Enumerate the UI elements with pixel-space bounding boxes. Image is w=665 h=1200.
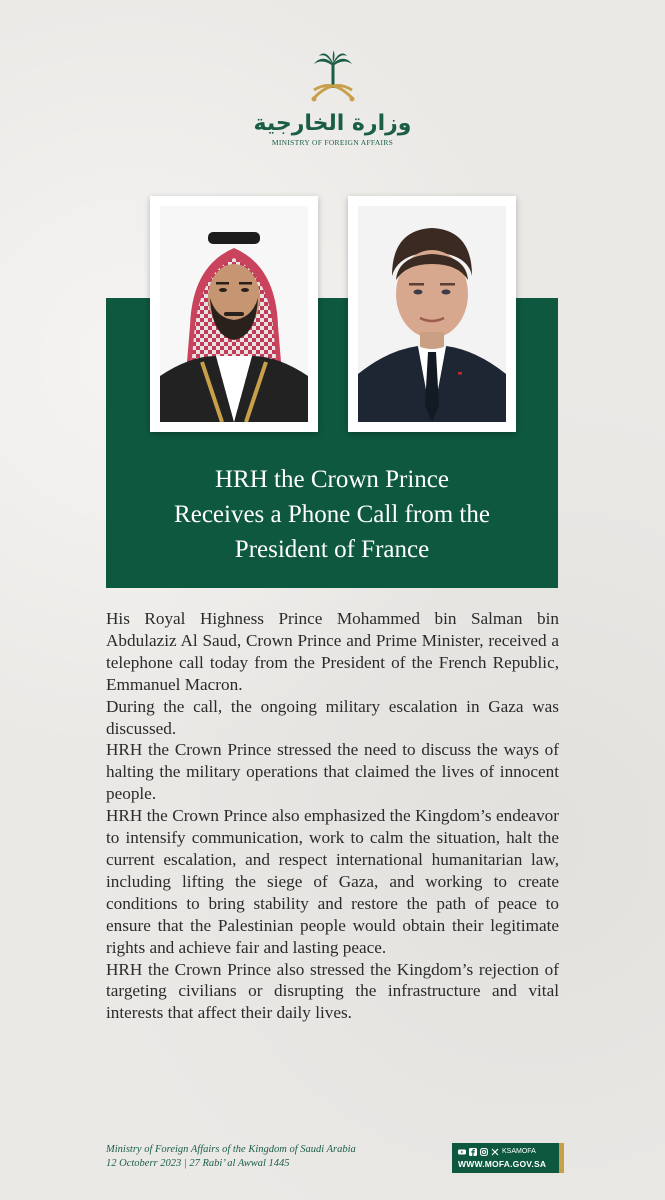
- instagram-icon[interactable]: [480, 1148, 488, 1156]
- social-row: [458, 1146, 553, 1157]
- x-icon[interactable]: [491, 1148, 499, 1156]
- headline-line-1: HRH the Crown Prince: [215, 466, 449, 493]
- portrait-frame-right: [348, 196, 516, 432]
- social-handle[interactable]: KSAMOFA: [502, 1148, 536, 1155]
- gold-accent-bar: [559, 1143, 564, 1173]
- headline-line-3: President of France: [234, 536, 430, 563]
- headline: [106, 462, 558, 567]
- paragraph: HRH the Crown Prince also stressed the Kingdom’s rejection of targeting civilians or disrupting the infrastructure and vital interests that affect their daily lives.: [106, 959, 559, 1023]
- footer-credit: [106, 1143, 356, 1171]
- portrait-frame-left: [150, 196, 318, 432]
- headline-line-2: Receives a Phone Call from the: [174, 501, 490, 528]
- emblem-icon: [308, 50, 358, 108]
- footer-date: 12 Octoberr 2023 | 27 Rabi’ al Awwal 1445: [106, 1158, 290, 1169]
- paragraph: During the call, the ongoing military escalation in Gaza was discussed.: [106, 696, 559, 738]
- youtube-icon[interactable]: [458, 1148, 466, 1156]
- ministry-logo: [0, 50, 665, 147]
- portrait-crown-prince: [160, 206, 308, 422]
- paragraph: HRH the Crown Prince also emphasized the Kingdom’s endeavor to intensify communication, work to calm the situation, halt the current escalation, and respect international humanitarian law, including lifting the siege of Gaza, and working to create conditions to bring stability and restore the path of peace to ensure that the Palestinian people would obtain their legitimate rights and achieve fair and lasting peace.: [106, 806, 559, 957]
- portrait-president-france: [358, 206, 506, 422]
- article-body: [106, 608, 559, 1024]
- logo-arabic-name: وزارة الخارجية: [253, 111, 412, 136]
- paragraph: HRH the Crown Prince stressed the need to discuss the ways of halting the military operations that claimed the lives of innocent people.: [106, 740, 559, 804]
- paragraph: His Royal Highness Prince Mohammed bin Salman bin Abdulaziz Al Saud, Crown Prince and Prime Minister, received a telephone call today from the President of the French Republic, Emmanuel Macron.: [106, 609, 559, 694]
- website-link[interactable]: WWW.MOFA.GOV.SA: [458, 1159, 547, 1169]
- footer-ministry: Ministry of Foreign Affairs of the Kingdom of Saudi Arabia: [106, 1144, 356, 1155]
- footer-social-box: [452, 1143, 559, 1173]
- logo-english-name: MINISTRY OF FOREIGN AFFAIRS: [271, 138, 394, 147]
- facebook-icon[interactable]: [469, 1148, 477, 1156]
